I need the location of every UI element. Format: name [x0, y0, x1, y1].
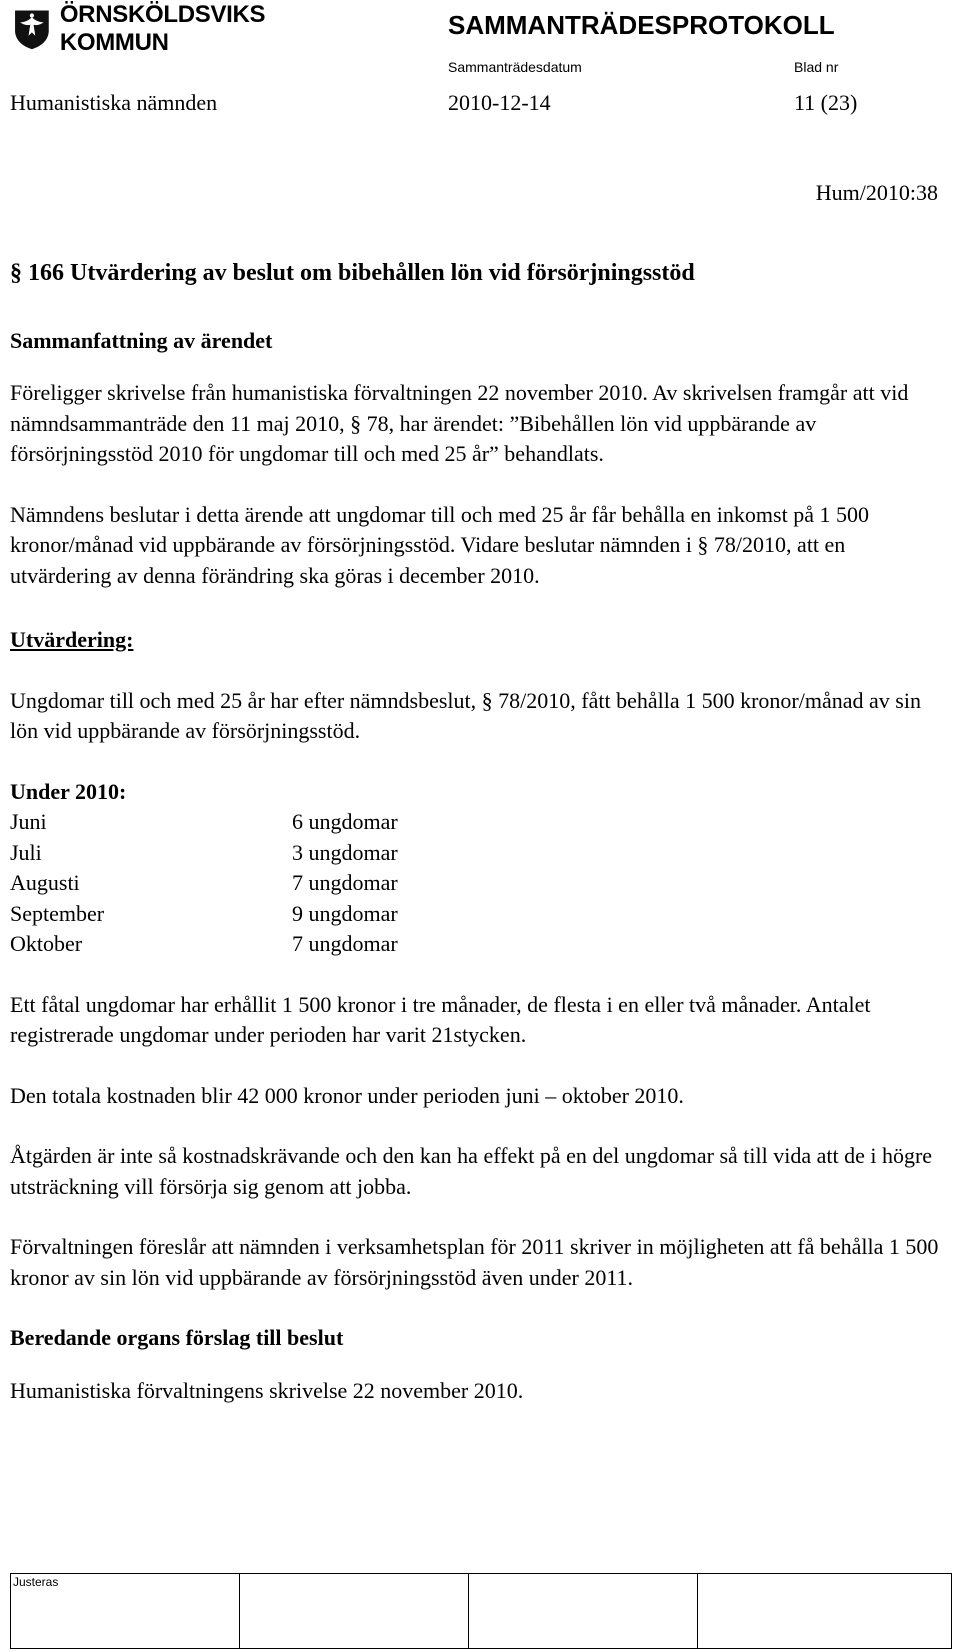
signature-cell — [469, 1574, 698, 1649]
month-name: Oktober — [10, 931, 83, 956]
justeras-label: Justeras — [13, 1575, 59, 1589]
month-row — [10, 899, 940, 930]
justeras-cell — [11, 1574, 240, 1649]
paragraph-6: Åtgärden är inte så kostnadskrävande och den kan ha effekt på en del ungdomar så till vida att de i högre utsträckning vill försörja sig genom att jobba. — [10, 1143, 933, 1199]
proposal-heading: Beredande organs förslag till beslut — [10, 1325, 344, 1350]
month-row — [10, 838, 940, 869]
paragraph-7: Förvaltningen föreslår att nämnden i verksamhetsplan för 2011 skriver in möjligheten att få behålla 1 500 kronor av sin lön vid uppbärande av försörjningsstöd även under 2011. — [10, 1234, 939, 1290]
month-name: Juli — [10, 839, 42, 865]
document-body — [10, 258, 940, 1406]
page-number: 11 (23) — [794, 90, 858, 115]
municipality-crest-icon — [10, 3, 54, 55]
page-label: Blad nr — [794, 59, 839, 75]
paragraph-5: Den totala kostnaden blir 42 000 kronor under perioden juni – oktober 2010. — [10, 1082, 684, 1108]
protocol-title: SAMMANTRÄDESPROTOKOLL — [448, 10, 835, 40]
paragraph-4: Ett fåtal ungdomar har erhållit 1 500 kronor i tre månader, de flesta i en eller två månader. Antalet registrerade ungdomar under perioden har varit 21stycken. — [10, 991, 871, 1047]
month-row — [10, 929, 940, 960]
paragraph-2: Nämndens beslutar i detta ärende att ungdomar till och med 25 år får behålla en inkomst på 1 500 kronor/månad vid uppbärande av försörjningsstöd. Vidare beslutar nämnden i § 78/2010, att en utvärdering av denna förändring ska göras i december 2010. — [10, 501, 869, 588]
signature-cell — [698, 1574, 952, 1649]
months-list — [10, 777, 940, 960]
month-count: 9 ungdomar — [292, 900, 398, 926]
meeting-date: 2010-12-14 — [448, 90, 551, 115]
signature-table — [10, 1573, 952, 1649]
month-count: 7 ungdomar — [292, 931, 398, 956]
board-name: Humanistiska nämnden — [10, 90, 218, 115]
case-number: Hum/2010:38 — [815, 180, 938, 205]
month-name: Augusti — [10, 870, 80, 895]
month-count: 3 ungdomar — [292, 839, 398, 865]
evaluation-heading: Utvärdering: — [10, 627, 134, 652]
month-count: 7 ungdomar — [292, 870, 398, 895]
month-count: 6 ungdomar — [292, 809, 398, 834]
month-name: September — [10, 900, 105, 926]
month-name: Juni — [10, 809, 47, 834]
paragraph-3: Ungdomar till och med 25 år har efter nämndsbeslut, § 78/2010, fått behålla 1 500 kronor/månad av sin lön vid uppbärande av försörjningsstöd. — [10, 687, 921, 743]
date-label: Sammanträdesdatum — [448, 59, 582, 75]
month-row — [10, 868, 940, 899]
months-heading: Under 2010: — [10, 778, 127, 804]
paragraph-1: Föreligger skrivelse från humanistiska förvaltningen 22 november 2010. Av skrivelsen framgår att vid nämndsammanträde den 11 maj 2010, § 78, har ärendet: ”Bibehållen lön vid uppbärande av försörjningsstöd 2010 för ungdomar till och med 25 år” behandlats. — [10, 380, 909, 466]
month-row — [10, 807, 940, 838]
case-title: § 166 Utvärdering av beslut om bibehållen lön vid försörjningsstöd — [10, 260, 695, 286]
municipality-name: ÖRNSKÖLDSVIKS KOMMUN — [59, 1, 266, 56]
summary-heading: Sammanfattning av ärendet — [10, 327, 273, 353]
municipality-logo — [10, 0, 330, 58]
paragraph-8: Humanistiska förvaltningens skrivelse 22 november 2010. — [10, 1377, 524, 1403]
signature-cell — [240, 1574, 469, 1649]
